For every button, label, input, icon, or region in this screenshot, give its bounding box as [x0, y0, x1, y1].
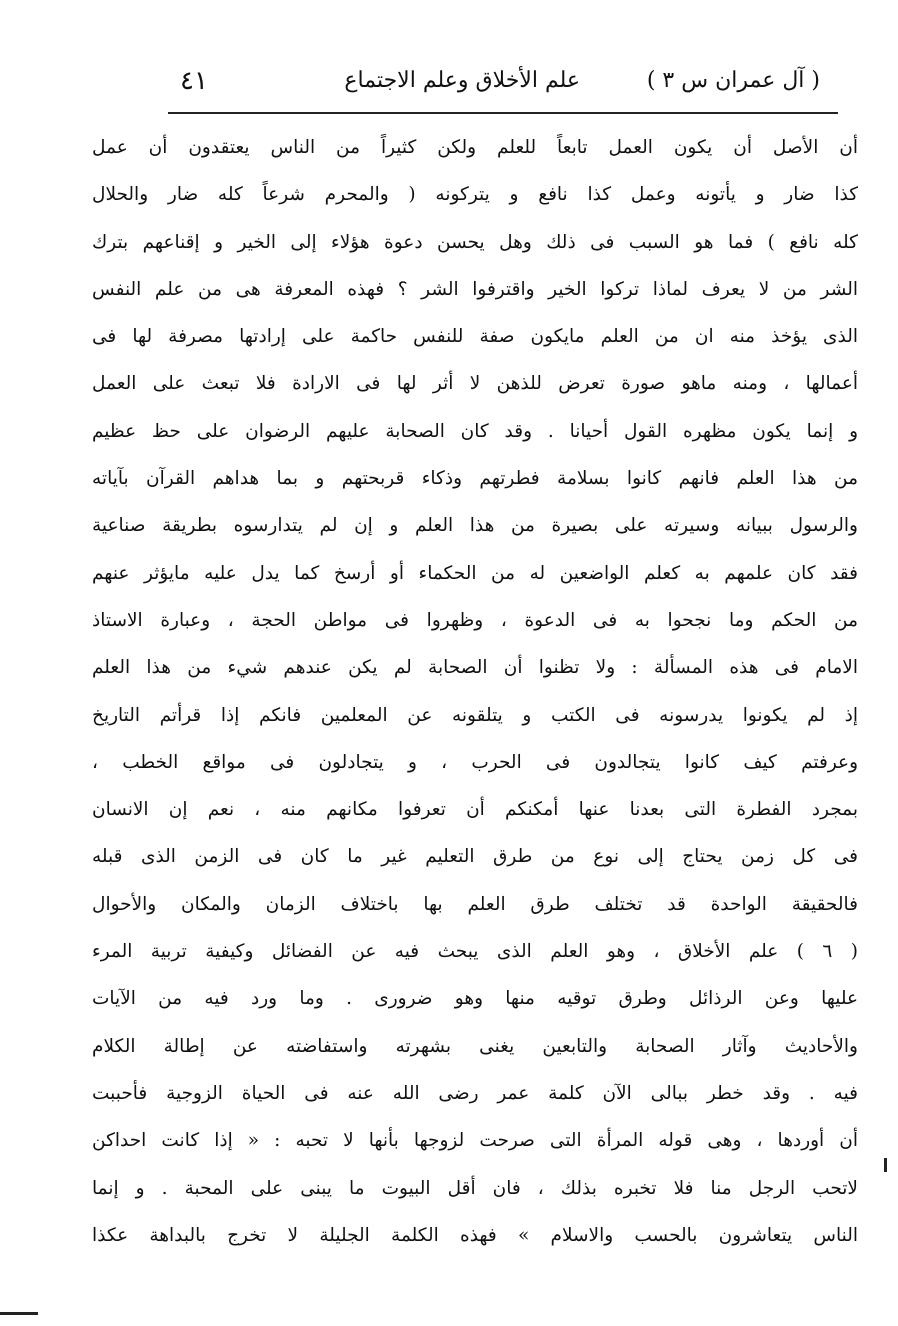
surah-reference: ( آل عمران س ٣ ): [646, 68, 820, 93]
text-line: الذى يؤخذ منه ان من العلم مايكون صفة للنفس حاكمة على إرادتها مصرفة لها فى: [92, 326, 858, 348]
page-number: ٤١: [180, 66, 208, 96]
text-line: ( ٦ ) علم الأخلاق ، وهو العلم الذى يبحث فيه عن الفضائل وكيفية تربية المرء: [92, 941, 858, 963]
text-line: كله نافع ) فما هو السبب فى ذلك وهل يحسن دعوة هؤلاء إلى الخير و إقناعهم بترك: [92, 231, 858, 253]
text-line: فيه . وقد خطر ببالى الآن كلمة عمر رضى الله عنه فى الحياة الزوجية فأحببت: [92, 1082, 858, 1104]
text-line: عليها وعن الرذائل وطرق توقيه منها وهو ضرورى . وما ورد فيه من الآيات: [92, 988, 858, 1010]
header-rule: [168, 112, 838, 114]
text-line: لاتحب الرجل منا فلا تخبره بذلك ، فان أقل البيوت ما يبنى على المحبة . و إنما: [92, 1177, 858, 1199]
text-line: فى كل زمن يحتاج إلى نوع من طرق التعليم غير ما كان فى الزمن الذى قبله: [92, 846, 858, 868]
text-line: والأحاديث وآثار الصحابة والتابعين يغنى بشهرته واستفاضته عن إطالة الكلام: [92, 1035, 858, 1057]
text-line: أن أوردها ، وهى قوله المرأة التى صرحت لزوجها بأنها لا تحبه : « إذا كانت احداكن: [92, 1130, 858, 1152]
text-line: الناس يتعاشرون بالحسب والاسلام » فهذه الكلمة الجليلة لا تخرج بالبداهة عكذا: [92, 1224, 858, 1246]
text-line: و إنما يكون مظهره القول أحيانا . وقد كان الصحابة عليهم الرضوان على حظ عظيم: [92, 420, 858, 442]
scan-edge-mark: [0, 1312, 38, 1315]
body-text: [92, 124, 858, 1259]
text-line: فالحقيقة الواحدة قد تختلف طرق العلم بها باختلاف الزمان والمكان والأحوال: [92, 893, 858, 915]
margin-mark: [884, 1158, 887, 1172]
running-title: علم الأخلاق وعلم الاجتماع: [344, 68, 580, 93]
text-line: الشر من لا يعرف لماذا تركوا الخير واقترفوا الشر ؟ فهذه المعرفة هى من علم النفس: [92, 278, 858, 300]
page-header: [170, 66, 820, 110]
text-line: وعرفتم كيف كانوا يتجالدون فى الحرب ، و يتجادلون فى مواقع الخطب ،: [92, 751, 858, 773]
text-line: إذ لم يكونوا يدرسونه فى الكتب و يتلقونه عن المعلمين فانكم إذا قرأتم التاريخ: [92, 704, 858, 726]
text-line: أعمالها ، ومنه ماهو صورة تعرض للذهن لا أثر لها فى الارادة فلا تبعث على العمل: [92, 373, 858, 395]
text-line: أن الأصل أن يكون العمل تابعاً للعلم ولكن كثيراً من الناس يعتقدون أن عمل: [92, 137, 858, 158]
text-line: كذا ضار و يأتونه وعمل كذا نافع و يتركونه ( والمحرم شرعاً كله ضار والحلال: [92, 184, 858, 206]
text-line: من الحكم وما نجحوا به فى الدعوة ، وظهروا فى مواطن الحجة ، وعبارة الاستاذ: [92, 609, 858, 631]
text-line: بمجرد الفطرة التى بعدنا عنها أمكنكم أن تعرفوا مكانهم منه ، نعم إن الانسان: [92, 799, 858, 821]
text-line: فقد كان علمهم به كعلم الواضعين له من الحكماء أو أرسخ كما يدل عليه مايؤثر عنهم: [92, 562, 858, 584]
text-line: والرسول ببيانه وسيرته على بصيرة من هذا العلم و إن لم يتدارسوه بطريقة صناعية: [92, 515, 858, 537]
text-line: من هذا العلم فانهم كانوا بسلامة فطرتهم وذكاء قربحتهم و بما هداهم القرآن بآياته: [92, 468, 858, 490]
text-line: الامام فى هذه المسألة : ولا تظنوا أن الصحابة لم يكن عندهم شيء من هذا العلم: [92, 657, 858, 679]
